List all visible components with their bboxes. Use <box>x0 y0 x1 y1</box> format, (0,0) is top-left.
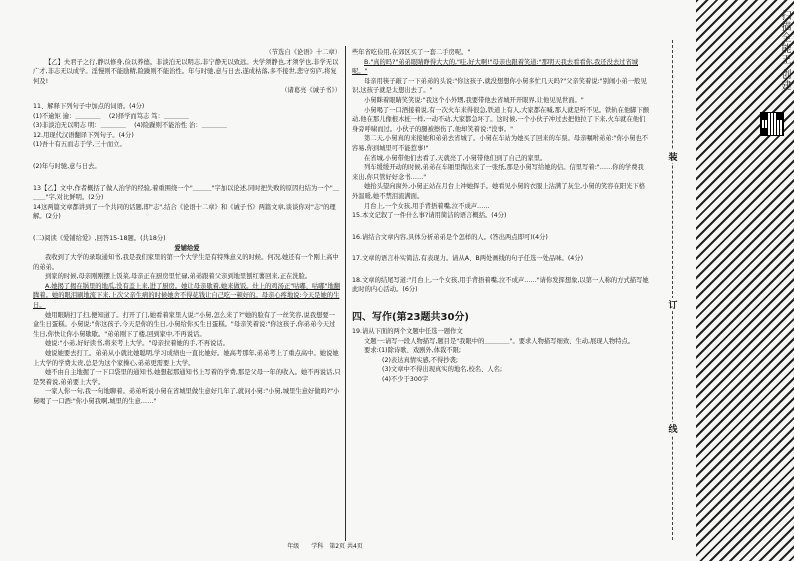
binding-char-zhuang: 装 <box>666 150 680 163</box>
passage-b: 【乙】夫君子之行,静以修身,俭以养德。非淡泊无以明志,非宁静无以致远。夫学须静也,才须学也,非学无以广才,非志无以成学。淫慢则不能励精,险躁则不能治性。年与时驰,意与日去,遂成枯落,多不接世,悲守穷庐,将复何及! <box>33 58 339 85</box>
q11-item-3: (3)非淡泊无以明志 明： <box>33 122 101 130</box>
q11-item-2: (2)择学而笃志 笃： <box>108 112 164 120</box>
article-title: 爱铺给爱 <box>174 244 200 252</box>
question-13: 13【乙】文中,作者概括了做人治学的经验,着重围绕一个"＿＿＿"字加以论述,同时把失败的原因归结为一个"＿＿＿"字,对比鲜明。(2分) <box>33 184 340 202</box>
q11-item-1: (1)不逾矩 逾： <box>33 112 76 120</box>
article-para-6: 她说她要去打工。弟弟从小就比她聪明,学习成绩也一直比她好。她高考那年,弟弟考上了重点高中。她说她上大学的学费太贵,总是为这个家操心,弟弟更需要上大学。 <box>33 350 339 367</box>
q11-row-2: (3)非淡泊无以明志 明：＿＿＿＿ (4)险躁则不能治性 治：＿＿＿＿ <box>33 122 227 130</box>
writing-requirements-head: 要求:(1)除诗歌、戏剧外,体裁不限; <box>364 347 462 355</box>
right-para-1: 母亲用筷子敲了一下弟弟的头说:"你这孩子,就没想想你小舅多忙几天吗?"父亲笑着说:"别闹小弟一般见识,这孩子就是太想出去了。" <box>352 77 647 95</box>
right-para-3: 小舅喝了一口酒接着说,有一次火车来得很急,铁道上有人,大家都在喊,那人就是听不见。铁轨在他脚下颤动,他在那儿像根木桩一样,一动不动,大家都急坏了。这时候,一个小伙子冲过去把他拉了下来,火车就在他们身旁呼啸而过。小伙子的腿被擦伤了,他却笑着说:"没事。" <box>352 106 650 133</box>
question-11: 11、解释下列句子中加点的词语。(4分) <box>33 102 145 110</box>
right-para-4: 第二天,小舅真的来接她和弟弟去省城了。小舅在车站为她买了回来的车票。母亲嘱咐弟弟:"你小舅也不容易,你到城里可不能惹事!" <box>352 135 649 152</box>
writing-requirement-3: (3)文章中不得出现真实的地名,校名、人名; <box>382 366 503 374</box>
article-para-3: A.她揭了揭在锅里的地瓜,没有盖上来,进了厨房。她让母亲歇着,她来做饭。灶上的鸡汤正"咕嘟、咕嘟"地翻腾着。她的眼泪刷地流下来,上次父亲生病的时候她舍不得花钱让自己吃一顿好的。母亲心疼地说:今天是她的生日。 <box>33 282 341 310</box>
right-top-line: 些年省吃俭用,在郊区买了一套二手房呢。" <box>352 49 471 56</box>
right-column <box>352 48 650 385</box>
question-18: 18.文章的结尾写道:"月台上,一个女孩,用手背捂着嘴,泣不成声……"请你发挥想象,以第一人称的方式描写她此时的内心活动。(6分) <box>352 276 649 294</box>
right-para-6: 列车缓缓开动的时候,弟弟在车厢里掏出来了一张纸,那是小舅写给她的信。信里写着:"……你的学费我来出,你只管好好念书……" <box>352 164 644 181</box>
article-para-8: 一家人你一句,我一句地聊着。弟弟听说小舅在省城里做生意好几年了,就问小舅:"小舅,城里生意好做吗?"小舅喝了一口酒:"你小舅我啊,城里的生意……" <box>33 388 340 405</box>
article-para-5: 她说:"小弟,好好读书,将来考上大学。"母亲拉着她的手,不再说话。 <box>45 340 229 348</box>
question-15: 15.本文记叙了一件什么事?请用简洁的语言概括。(4分) <box>352 212 507 220</box>
right-para-2: 小舅眯着眼睛笑笑说:"我这个小外甥,我要带他去省城开开眼界,让他见见世面。" <box>364 96 584 104</box>
writing-requirement-4: (4)不少于300字 <box>382 376 429 384</box>
question-12: 12.用现代汉语翻译下列句子。(4分) <box>33 131 134 139</box>
underlined-sentence-b: B."真的吗?"弟弟眼睛睁得大大的,"哇,好大啊!"母亲也跟着笑道:"那明天我去看看你,我还没去过省城呢。" <box>352 58 639 76</box>
article-para-7: 她不由自主地握了一下口袋里的通知书,她想起那通知书上写着的学费,那是父母一年的收入。她不再说话,只是哭着说,弟弟要上大学。 <box>33 369 341 386</box>
q12-item-1: (1)吾十有五而志于学,三十而立。 <box>33 141 126 149</box>
article-para-4: 她用眼睛扫了扫,便知道了。打开了门,她看着家里人说:"小舅,怎么来了?"她的脸有了一丝笑容,说我想要一盒生日蛋糕。小舅说:"你这孩子,今天是你的生日,小舅给你买生日蛋糕。"母亲笑着说:"你这孩子,你弟弟今天过生日,你快让你小舅歇歇。"弟弟刚下了楼,回到家中,不再说话。 <box>33 311 336 338</box>
question-17: 17.文章的语言朴实简洁,有表现力。请从A、B两处画线的句子任选一处品味。(4分) <box>352 255 584 263</box>
right-para-7: 她抬头望向窗外,小舅正站在月台上冲她挥手。她看见小舅的衣服上沾满了灰尘,小舅的笑容在阳光下格外温暖,她不禁泪流满面。 <box>352 183 646 200</box>
right-para-5: 在省城,小舅带他们去看了,天就亮了,小舅带他们到了自己的家里。 <box>364 154 547 162</box>
binding-margin <box>676 0 696 561</box>
page-footer: 年级 学科 第2页 共4页 <box>287 543 363 550</box>
writing-title-1: 文题一:请写一段人物描写,题目是"我眼中的＿＿＿＿"。要求人物描写细致、生动,展现人物特点。 <box>364 337 635 345</box>
scanner-watermark: 扫描全能王 创建 <box>779 10 790 92</box>
writing-requirement-2: (2)表达真情实感,不得抄袭; <box>382 356 459 364</box>
q11-row-1: (1)不逾矩 逾：＿＿＿＿ (2)择学而笃志 笃：＿＿＿＿ <box>33 112 190 120</box>
q12-item-2: (2)年与时驰,意与日去。 <box>33 162 101 170</box>
reading-intro: (二)阅读《爱铺给爱》,回答15-18题。(共18分) <box>33 234 166 242</box>
source-line-a: （节选自《论语》十二章） <box>265 49 341 56</box>
question-16: 16.请结合文章内容,具体分析弟弟是个怎样的人。(答出两点即可)(4分) <box>352 233 548 241</box>
binding-line <box>672 40 673 540</box>
question-19: 19.请从下面的两个文题中任选一题作文 <box>352 328 463 336</box>
right-para-8: 月台上,一个女孩,用手背捂着嘴,泣不成声…… <box>364 202 490 210</box>
writing-section-heading: 四、写作(第23题共30分) <box>352 312 469 324</box>
passage-b-source: （诸葛亮《诫子书》） <box>281 87 341 95</box>
left-column <box>33 48 341 407</box>
binding-char-xian: 线 <box>666 422 680 435</box>
question-14: 14这两篇文章都讲到了一个共同的话题,即"志",结合《论语十二章》和《诫子书》两篇文章,谈谈你对"志"的理解。(2分) <box>33 203 336 221</box>
article-para-1: 我收到了大学的录取通知书,我是我们家里的第一个大学生是有特殊意义的时候。何况,她还有一个刚上高中的弟弟。 <box>33 254 339 271</box>
q11-item-4: (4)险躁则不能治性 治： <box>134 122 202 130</box>
qr-code-icon <box>760 112 784 136</box>
binding-char-ding: 订 <box>666 298 680 311</box>
article-para-2: 到家的时候,母亲刚刚摆上饭菜,母亲正在厨房里忙碌,弟弟跟着父亲到地里刨红薯回来,正在洗脸。 <box>45 273 312 281</box>
column-divider <box>345 46 346 541</box>
